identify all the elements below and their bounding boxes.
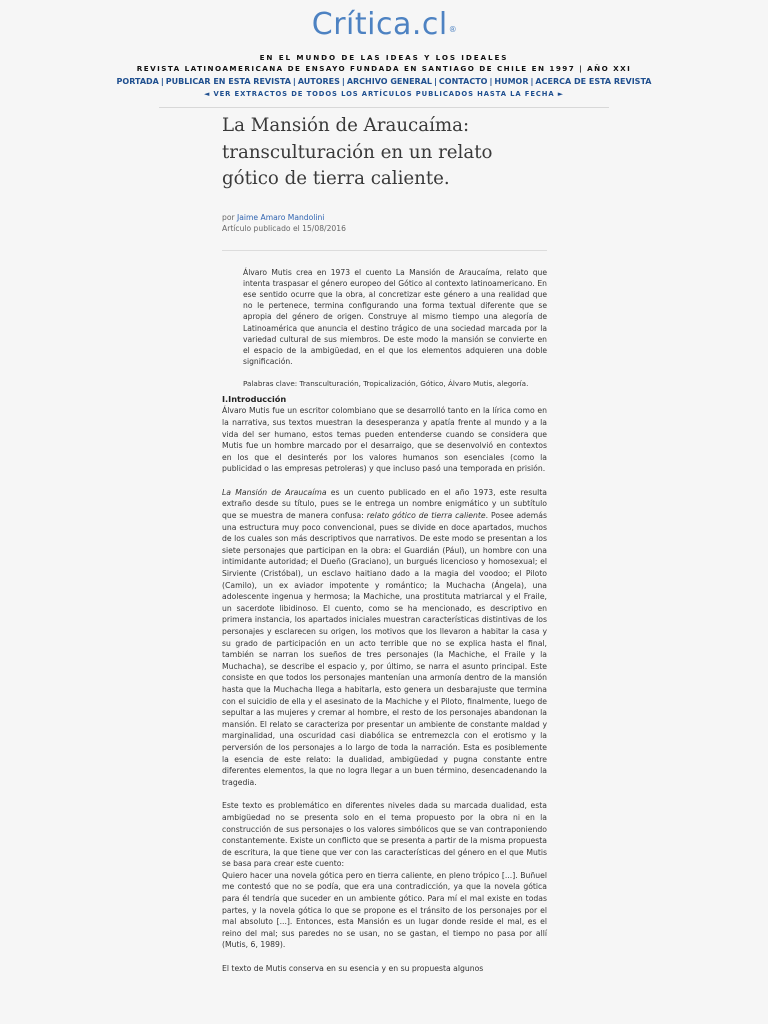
nav-humor[interactable]: HUMOR — [494, 77, 529, 86]
para3-text: Este texto es problemático en diferentes niveles dada su marcada dualidad, esta ambigüedad no se presenta solo en el tema propuesto por la obra ni en la construcción de sus personajes o los valores simbólicos que se van contraponiendo constantemente. Existe un conflicto que se presenta a partir de la misma propuesta de escritura, la que tiene que ver con las características del género en el que Mutis se basa para crear este cuento: — [222, 801, 547, 869]
body-paragraph-3 — [222, 800, 547, 951]
logo-text: Crítica.cl — [311, 7, 448, 42]
para2-part-a: es un cuento publicado en el año 1973, este resulta extraño desde su título, pues se le entrega un nombre enigmático y un subtítulo que se muestra de manera confusa: — [222, 487, 547, 521]
block-quote: Quiero hacer una novela gótica pero en tierra caliente, en pleno trópico [...]. Buñuel me contestó que no se podía, que era una contradicción, ya que la novela gótica para él tendría que suceder en un ambiente gótico. Para mí el mal existe en todas partes, y la novela gótica lo que se propone es el tránsito de los personajes por el mal absoluto [...]. Entonces, esta Mansión es un lugar donde reside el mal, es el reino del mal; sus paredes no se usan, no se gastan, el tiempo no pasa por allí (Mutis, 6, 1989). — [222, 870, 547, 950]
nav-separator: | — [530, 77, 534, 86]
nav-autores[interactable]: AUTORES — [297, 77, 340, 86]
nav-separator: | — [434, 77, 437, 86]
site-logo[interactable] — [312, 6, 456, 51]
nav-publicar[interactable]: PUBLICAR EN ESTA REVISTA — [165, 77, 291, 86]
meta-divider — [222, 250, 547, 251]
header-divider — [159, 107, 609, 108]
section-heading: I.Introducción — [222, 394, 287, 405]
extracts-link[interactable]: ◄ VER EXTRACTOS DE TODOS LOS ARTÍCULOS PUBLICADOS HASTA LA FECHA ► — [204, 90, 564, 98]
tagline-primary: EN EL MUNDO DE LAS IDEAS Y LOS IDEALES — [259, 53, 509, 62]
para2-part-b: . Posee además una estructura muy poco convencional, pues se divide en doce apartados, muchos de los cuales son más descriptivos que narrativos. De este modo se presentan a los siete personajes que participan en la obra: el Guardián (Pául), un hombre con una intimidante autoridad; el Dueño (Graciano), un burgués licencioso y homosexual; el Sirviente (Cristóbal), un esclavo haitiano dado a la magia del voodoo; el Piloto (Camilo), un ex aviador impotente y romántico; la Muchacha (Ángela), una adolescente ingenua y hermosa; la Machiche, una prostituta matriarcal y el Fraile, un sacerdote libidinoso. El cuento, como se ha mencionado, es descriptivo en primera instancia, los apartados iniciales muestran características distintivas de los personajes y esclarecen su origen, los motivos que los llevaron a habitar la casa y su grado de participación en un acto terrible que no se explica hasta el final, también se narran los sueños de tres personajes (la Machiche, el Fraile y la Muchacha), se describe el espacio y, por último, se narra el asunto principal. Este consiste en que todos los personajes mantenían una armonía dentro de la mansión hasta que la Muchacha llega a habitarla, esto genera un desbarajuste que termina con el suicidio de ella y el asesinato de la Machiche y el Piloto, finalmente, luego de sepultar a las mujeres y cremar al hombre, el resto de los personajes abandonan la mansión. El relato se caracteriza por presentar un ambiente de constante maldad y marginalidad, una oscuridad casi diabólica se entremezcla con el erotismo y la perversión de los personajes a lo largo de toda la narración. Esta es posiblemente la esencia de este relato: la dualidad, ambigüedad y pugna constante entre diferentes elementos, la que no logra llegar a un buen término, desencadenando la tragedia. — [222, 511, 547, 787]
nav-separator: | — [489, 77, 493, 86]
tagline-secondary: REVISTA LATINOAMERICANA DE ENSAYO FUNDADA EN SANTIAGO DE CHILE EN 1997 | AÑO XXI — [136, 64, 632, 73]
nav-portada[interactable]: PORTADA — [116, 77, 159, 86]
body-paragraph-4: El texto de Mutis conserva en su esencia y en su propuesta algunos — [222, 964, 484, 974]
author-link[interactable]: Jaime Amaro Mandolini — [237, 212, 325, 222]
nav-separator: | — [160, 77, 164, 86]
nav-acerca[interactable]: ACERCA DE ESTA REVISTA — [535, 77, 652, 86]
body-paragraph-1: Álvaro Mutis fue un escritor colombiano que se desarrolló tanto en la lírica como en la narrativa, sus textos muestran la desesperanza y apatía frente al mundo y a la vida del ser humano, estos temas pueden entenderse cuando se considera que Mutis fue un hombre marcado por el desarraigo, que se desenvolvió en contextos en los que el desinterés por los valores humanos son esenciales (como la publicidad o las empresas petroleras) y que incluso pasó una temporada en prisión. — [222, 406, 547, 474]
main-nav — [0, 76, 768, 88]
italic-subtitle: relato gótico de tierra caliente — [366, 511, 486, 521]
abstract: Álvaro Mutis crea en 1973 el cuento La Mansión de Araucaíma, relato que intenta traspasar el género europeo del Gótico al contexto latinoamericano. En ese sentido ocurre que la obra, al concretizar este género a una realidad que no le pertenece, termina configurando una forma textual diferente que se apropia del género de origen. Construye al mismo tiempo una alegoría de Latinoamérica que anuncia el destino trágico de una sociedad marcada por la variedad cultural de sus miembros. De este modo la mansión se convierte en el espacio de la ambigüedad, en el que los elementos adquieren una doble significación. — [243, 267, 547, 367]
masthead — [0, 0, 768, 108]
body-paragraph-2 — [222, 487, 547, 788]
article-title: La Mansión de Araucaíma: transculturación en un relato gótico de tierra caliente. — [222, 115, 493, 189]
nav-contacto[interactable]: CONTACTO — [438, 77, 488, 86]
registered-mark: ® — [448, 25, 458, 34]
article-meta — [222, 212, 547, 234]
keywords: Palabras clave: Transculturación, Tropicalización, Gótico, Álvaro Mutis, alegoría. — [243, 379, 529, 389]
by-prefix: por — [222, 212, 238, 222]
article — [222, 113, 547, 975]
nav-archivo[interactable]: ARCHIVO GENERAL — [346, 77, 432, 86]
italic-title: La Mansión de Araucaíma — [222, 487, 327, 497]
nav-separator: | — [341, 77, 345, 86]
nav-separator: | — [292, 77, 296, 86]
publish-date: Artículo publicado el 15/08/2016 — [222, 223, 346, 233]
